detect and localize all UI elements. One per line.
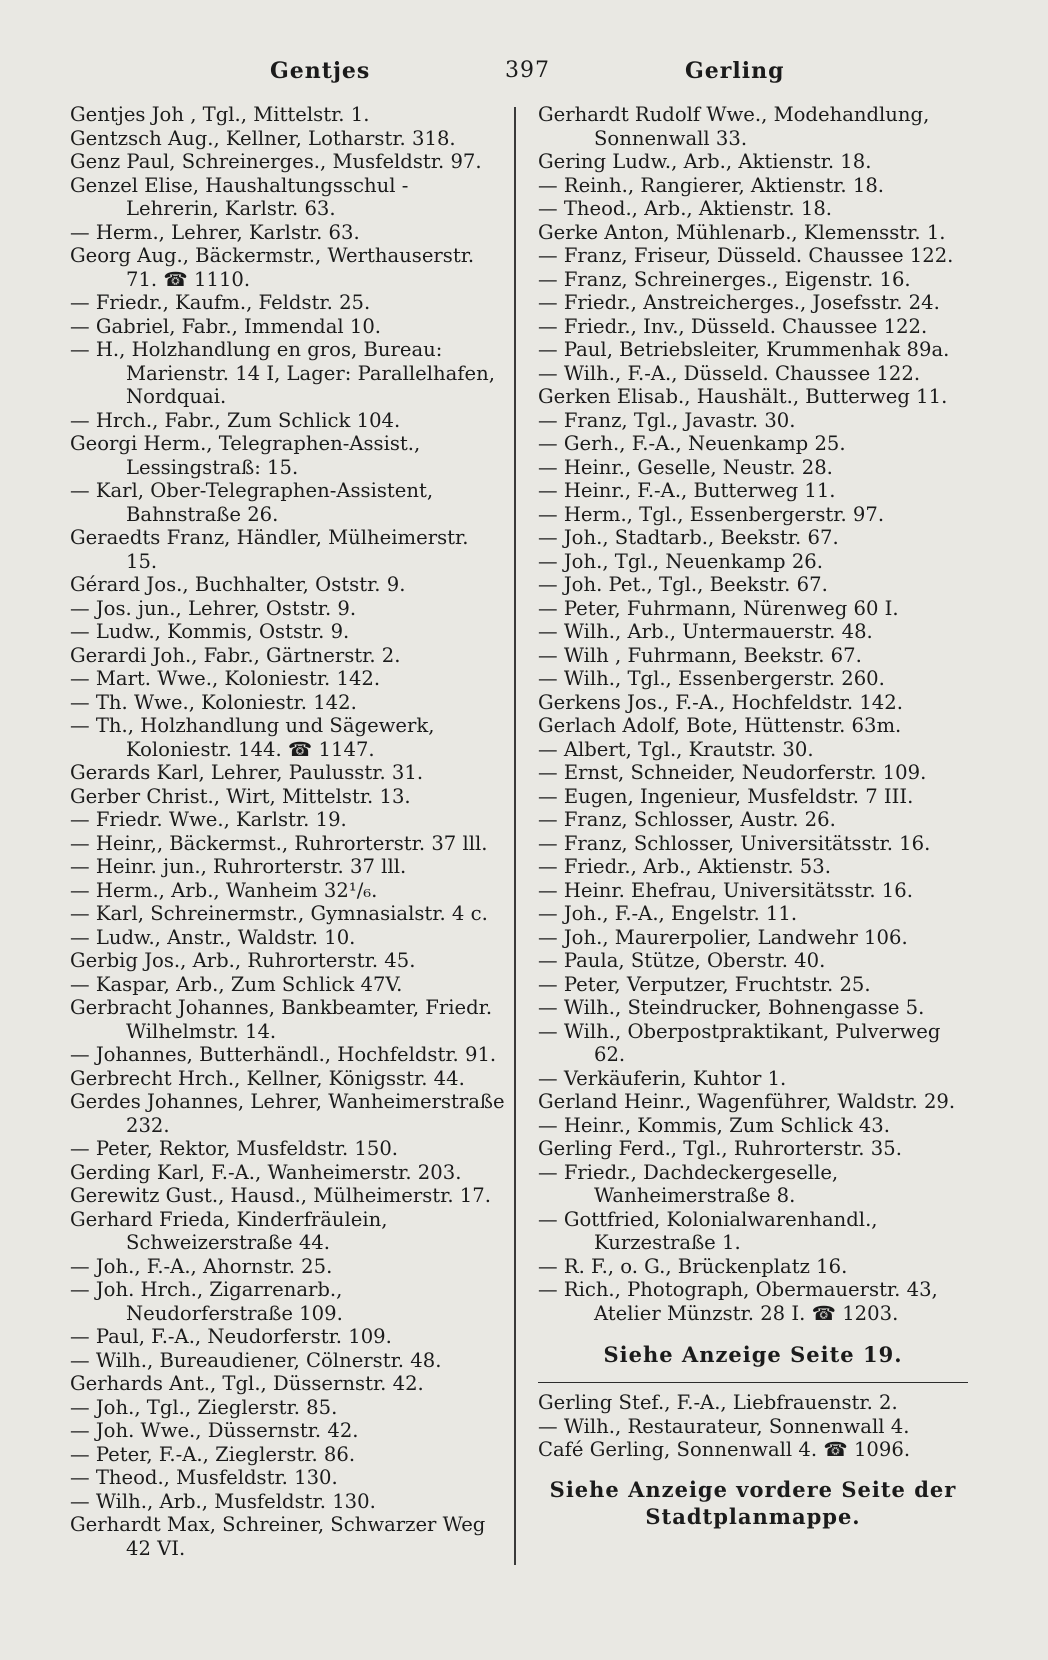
directory-entry: — Heinr., F.-A., Butterweg 11.	[538, 479, 836, 502]
directory-entry: — Herm., Arb., Wanheim 32¹/₆.	[70, 878, 378, 902]
directory-entry: — Heinr,, Bäckermst., Ruhrorterstr. 37 lll.	[70, 831, 488, 855]
directory-entry: Gerardi Joh., Fabr., Gärtnerstr. 2.	[70, 643, 401, 667]
directory-entry: Gerling Ferd., Tgl., Ruhrorterstr. 35.	[538, 1137, 902, 1160]
directory-entry: Gerhard Frieda, Kinderfräulein, Schweizerstraße 44.	[70, 1207, 388, 1254]
directory-entry: — Herm., Lehrer, Karlstr. 63.	[70, 220, 360, 244]
directory-entry: Gerken Elisab., Haushält., Butterweg 11.	[538, 385, 948, 408]
directory-entry: Gerke Anton, Mühlenarb., Klemensstr. 1.	[538, 220, 946, 244]
advertisement-notice: Siehe Anzeige Seite 19.	[603, 1342, 903, 1367]
directory-entry: — Karl, Schreinermstr., Gymnasialstr. 4 c.	[70, 902, 488, 925]
directory-entry: — Karl, Ober-Telegraphen-Assistent, Bahnstraße 26.	[70, 479, 434, 526]
directory-entry: — Mart. Wwe., Koloniestr. 142.	[70, 667, 381, 690]
page-header	[0, 58, 1048, 92]
directory-entry: — Franz, Tgl., Javastr. 30.	[538, 408, 796, 432]
directory-entry: — Johannes, Butterhändl., Hochfeldstr. 91.	[70, 1043, 497, 1066]
directory-entry: — Joh. Pet., Tgl., Beekstr. 67.	[538, 573, 828, 596]
directory-entry: — Heinr. Ehefrau, Universitätsstr. 16.	[538, 878, 913, 902]
running-head-left: Gentjes	[270, 58, 371, 84]
directory-entry: Café Gerling, Sonnenwall 4. ☎ 1096.	[538, 1438, 911, 1461]
directory-entry: Gerlach Adolf, Bote, Hüttenstr. 63m.	[538, 714, 902, 737]
directory-entry: — Joh., Tgl., Zieglerstr. 85.	[70, 1395, 338, 1419]
directory-entry: — Joh. Wwe., Düssernstr. 42.	[70, 1419, 359, 1442]
directory-entry: — Ludw., Kommis, Oststr. 9.	[70, 620, 350, 643]
section-rule	[538, 1382, 968, 1383]
advertisement-notice-map: Siehe Anzeige vordere Seite der Stadtplanmappe.	[549, 1476, 957, 1529]
directory-entry: — Ernst, Schneider, Neudorferstr. 109.	[538, 761, 927, 784]
directory-entry: Gerbig Jos., Arb., Ruhrorterstr. 45.	[70, 949, 416, 972]
directory-entry: — Jos. jun., Lehrer, Oststr. 9.	[70, 596, 357, 620]
directory-entry: — Herm., Tgl., Essenbergerstr. 97.	[538, 502, 885, 526]
directory-entry: Gerbrecht Hrch., Kellner, Königsstr. 44.	[70, 1066, 465, 1090]
directory-entry: — Wilh., Steindrucker, Bohnengasse 5.	[538, 996, 925, 1019]
directory-entry: Gerhardt Max, Schreiner, Schwarzer Weg 42 VI.	[70, 1513, 486, 1560]
directory-entry: — Th. Wwe., Koloniestr. 142.	[70, 690, 357, 714]
directory-entry: Gering Ludw., Arb., Aktienstr. 18.	[538, 150, 872, 173]
directory-entry: Gerding Karl, F.-A., Wanheimerstr. 203.	[70, 1160, 462, 1184]
directory-entry: — R. F., o. G., Brückenplatz 16.	[538, 1254, 848, 1278]
directory-entry: Gerland Heinr., Wagenführer, Waldstr. 29.	[538, 1090, 956, 1113]
directory-entry: — Wilh., Tgl., Essenbergerstr. 260.	[538, 667, 885, 690]
column-divider	[514, 107, 516, 1565]
left-column	[70, 103, 505, 1560]
directory-entry: — Gabriel, Fabr., Immendal 10.	[70, 314, 382, 338]
directory-entry: Gerling Stef., F.-A., Liebfrauenstr. 2.	[538, 1391, 898, 1414]
directory-entry: — Theod., Arb., Aktienstr. 18.	[538, 197, 833, 220]
right-entries-continued	[538, 1391, 968, 1462]
directory-entry: — Ludw., Anstr., Waldstr. 10.	[70, 925, 356, 949]
directory-entry: Genzel Elise, Haushaltungsschul - Lehrerin, Karlstr. 63.	[70, 173, 409, 220]
directory-entry: — Wilh., Restaurateur, Sonnenwall 4.	[538, 1414, 910, 1438]
directory-entry: — Wilh., Arb., Untermauerstr. 48.	[538, 620, 873, 643]
directory-entry: — Gerh., F.-A., Neuenkamp 25.	[538, 432, 846, 455]
directory-entry: — Wilh., Bureaudiener, Cölnerstr. 48.	[70, 1348, 442, 1372]
directory-entry: — Peter, Verputzer, Fruchtstr. 25.	[538, 972, 871, 996]
directory-entry: — Heinr., Kommis, Zum Schlick 43.	[538, 1113, 890, 1137]
directory-entry: Gerdes Johannes, Lehrer, Wanheimerstraße 232.	[70, 1090, 505, 1137]
directory-entry: — Th., Holzhandlung und Sägewerk, Koloniestr. 144. ☎ 1147.	[70, 714, 435, 761]
directory-entry: Gentjes Joh , Tgl., Mittelstr. 1.	[70, 103, 370, 126]
directory-entry: Genz Paul, Schreinerges., Musfeldstr. 97.	[70, 150, 482, 173]
directory-entry: — Franz, Schlosser, Universitätsstr. 16.	[538, 831, 931, 855]
directory-entry: Gerards Karl, Lehrer, Paulusstr. 31.	[70, 761, 424, 784]
page-number: 397	[505, 58, 550, 83]
directory-entry: — Friedr., Inv., Düsseld. Chaussee 122.	[538, 314, 928, 338]
directory-entry: — Eugen, Ingenieur, Musfeldstr. 7 III.	[538, 784, 914, 808]
directory-entry: — Verkäuferin, Kuhtor 1.	[538, 1066, 787, 1090]
directory-entry: Gerhards Ant., Tgl., Düssernstr. 42.	[70, 1372, 424, 1395]
directory-entry: — H., Holzhandlung en gros, Bureau: Marienstr. 14 I, Lager: Parallelhafen, Nordquai.	[70, 338, 495, 408]
directory-entry: — Wilh , Fuhrmann, Beekstr. 67.	[538, 643, 862, 667]
directory-entry: Gerhardt Rudolf Wwe., Modehandlung, Sonnenwall 33.	[538, 103, 930, 150]
right-entries	[538, 103, 968, 1325]
directory-entry: — Kaspar, Arb., Zum Schlick 47V.	[70, 972, 403, 996]
directory-entry: — Wilh., Oberpostpraktikant, Pulverweg 62.	[538, 1019, 941, 1066]
directory-entry: — Friedr., Anstreicherges., Josefsstr. 24.	[538, 291, 940, 314]
directory-entry: Gerkens Jos., F.-A., Hochfeldstr. 142.	[538, 690, 903, 714]
directory-entry: — Friedr. Wwe., Karlstr. 19.	[70, 808, 347, 831]
directory-entry: — Friedr., Dachdeckergeselle, Wanheimerstraße 8.	[538, 1160, 839, 1207]
directory-entry: — Wilh., Arb., Musfeldstr. 130.	[70, 1489, 376, 1513]
directory-entry: — Rich., Photograph, Obermauerstr. 43, Atelier Münzstr. 28 I. ☎ 1203.	[538, 1278, 938, 1325]
directory-entry: — Friedr., Arb., Aktienstr. 53.	[538, 855, 831, 878]
directory-entry: — Franz, Friseur, Düsseld. Chaussee 122.	[538, 244, 954, 267]
directory-entry: — Paul, Betriebsleiter, Krummenhak 89a.	[538, 338, 950, 361]
directory-entry: — Joh., Maurerpolier, Landwehr 106.	[538, 925, 908, 949]
directory-entry: — Franz, Schlosser, Austr. 26.	[538, 808, 836, 831]
directory-entry: Georgi Herm., Telegraphen-Assist., Lessingstraß: 15.	[70, 432, 421, 479]
directory-entry: Gentzsch Aug., Kellner, Lotharstr. 318.	[70, 126, 456, 150]
directory-entry: — Joh., F.-A., Ahornstr. 25.	[70, 1254, 333, 1278]
directory-entry: — Paul, F.-A., Neudorferstr. 109.	[70, 1325, 392, 1348]
directory-entry: — Reinh., Rangierer, Aktienstr. 18.	[538, 173, 885, 197]
directory-entry: — Heinr. jun., Ruhrorterstr. 37 lll.	[70, 855, 407, 878]
directory-entry: — Peter, Fuhrmann, Nürenweg 60 I.	[538, 596, 899, 620]
directory-entry: — Peter, Rektor, Musfeldstr. 150.	[70, 1137, 399, 1160]
directory-entry: Georg Aug., Bäckermstr., Werthauserstr. 71. ☎ 1110.	[70, 244, 475, 291]
directory-entry: Gerewitz Gust., Hausd., Mülheimerstr. 17.	[70, 1184, 491, 1207]
directory-entry: Gerber Christ., Wirt, Mittelstr. 13.	[70, 784, 411, 808]
directory-entry: — Wilh., F.-A., Düsseld. Chaussee 122.	[538, 361, 921, 385]
directory-entry: — Albert, Tgl., Krautstr. 30.	[538, 737, 814, 761]
right-column	[538, 103, 968, 1543]
directory-entry: — Paula, Stütze, Oberstr. 40.	[538, 949, 826, 972]
directory-entry: — Hrch., Fabr., Zum Schlick 104.	[70, 408, 401, 432]
running-head-right: Gerling	[685, 58, 785, 84]
directory-entry: — Joh., Tgl., Neuenkamp 26.	[538, 549, 823, 573]
directory-entry: — Gottfried, Kolonialwarenhandl., Kurzestraße 1.	[538, 1207, 878, 1254]
directory-entry: — Friedr., Kaufm., Feldstr. 25.	[70, 291, 371, 314]
directory-entry: — Theod., Musfeldstr. 130.	[70, 1466, 338, 1489]
directory-entry: — Joh., Stadtarb., Beekstr. 67.	[538, 526, 839, 549]
directory-entry: — Joh. Hrch., Zigarrenarb., Neudorferstraße 109.	[70, 1278, 343, 1325]
directory-entry: Gerbracht Johannes, Bankbeamter, Friedr. Wilhelmstr. 14.	[70, 996, 493, 1043]
directory-entry: — Heinr., Geselle, Neustr. 28.	[538, 455, 833, 479]
directory-entry: Gérard Jos., Buchhalter, Oststr. 9.	[70, 573, 406, 596]
directory-entry: Geraedts Franz, Händler, Mülheimerstr. 15.	[70, 526, 469, 573]
directory-entry: — Peter, F.-A., Zieglerstr. 86.	[70, 1442, 356, 1466]
directory-entry: — Franz, Schreinerges., Eigenstr. 16.	[538, 267, 911, 291]
directory-entry: — Joh., F.-A., Engelstr. 11.	[538, 902, 798, 925]
